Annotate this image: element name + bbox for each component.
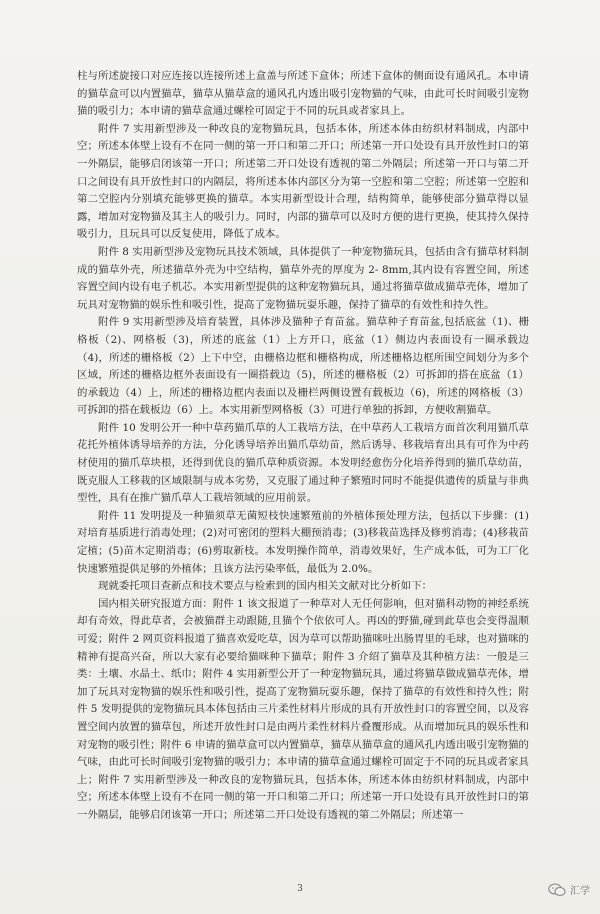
paragraph-4: 附件 9 实用新型涉及培育装置，具体涉及猫种子育苗盆。猫草种子育苗盆,包括底盆（1)、栅格板（2)、网格板（3)，所述的底盆（1）上方开口，底盆（1）侧边内表面设有一圈承载边（4)，所述的栅格板（2）上下中空，由栅格边框和栅格构成，所述栅格边框所围空间划分为多个区域，所述的栅格边框外表面设有一圈搭载边（5)，所述的栅格板（2）可拆卸的搭在底盆（1）的承载边（4）上，所述的栅格边框内表面以及栅栏两侧设置有载板边（6)，所述的网格板（3）可拆卸的搭在载板边（6）上。本实用新型网格板（3）可进行单独的拆卸，方便收割猫草。 [77, 316, 529, 417]
paragraph-2: 附件 7 实用新型涉及一种改良的宠物猫玩具，包括本体，所述本体由纺织材料制成，内部中空；所述本体壁上设有不在同一侧的第一开口和第二开口；所述第一开口处设有具开放性封口的第一外隔层，能够启闭该第一开口；所述第二开口处设有透视的第二外隔层；所述第一开口与第二开口之间设有具开放性封口的内隔层，将所述本体内部区分为第一空腔和第二空腔；所述第一空腔和第二空腔内分别填充能够更换的猫草。本实用新型设计合理，结构简单，能够使部分猫草得以显露，增加对宠物猫及其主人的吸引力。同时，内部的猫草可以及时方便的进行更换，使其持久保持吸引力，且玩具可以反复使用，降低了成本。 [77, 122, 529, 241]
paragraph-6: 附件 11 发明提及一种猫须草无菌短枝快速繁殖前的外植体预处理方法，包括以下步骤：(1)对培育基质进行消毒处理；(2)对可密闭的塑料大棚预消毒；(3)移栽苗选择及修剪消毒；(4)移栽苗定植；(5)苗木定期消毒；(6)剪取新枝。本发明操作简单，消毒效果好，生产成本低，可为工厂化快速繁殖提供足够的外植体；且该方法污染率低，最低为 2.0%。 [77, 509, 529, 575]
paragraph-5: 附件 10 发明公开一种中草药猫爪草的人工栽培方法，在中草药人工栽培方面首次利用猫爪草花托外植体诱导培养的方法，分化诱导培养出猫爪草幼苗，然后诱导、移栽培育出具有可作为中药材使用的猫爪草块根，还得到优良的猫爪草种质资源。本发明经愈伤分化培养得到的猫爪草幼苗，既克服人工移栽的区域限制与成本劣势，又克服了通过种子繁殖时同时不能提供遗传的质量与非典型性，具有在推广猫爪草人工栽培领域的应用前景。 [77, 421, 529, 505]
paragraph-1: 柱与所述旋接口对应连接以连接所述上盒盖与所述下盒体；所述下盒体的侧面设有通风孔。本申请的猫草盒可以内置猫草，猫草从猫草盒的通风孔内透出吸引宠物猫的气味，由此可长时间吸引宠物猫的吸引力；本申请的猫草盒通过螺栓可固定于不同的玩具或者家具上。 [77, 70, 529, 118]
paragraph-7: 现就委托项目查新点和技术要点与检索到的国内相关文献对比分析如下： [98, 580, 433, 593]
watermark [548, 882, 590, 897]
paragraph-8: 国内相关研究报道方面：附件 1 该文报道了一种草对人无任何影响，但对猫科动物的神经系统却有奇效，得此草者，会被猫群主动跟随,且猫个个依依可人。再凶的野猫,碰到此草也会变得温顺可爱；附件 2 网页资料报道了猫喜欢爱吃草，因为草可以帮助猫咪吐出肠胃里的毛球，也对猫咪的精神有提高兴奋，所以大家有必要给猫咪种下猫草；附件 3 介绍了猫草及其种植方法：一般是三类：土壤、水晶土、纸巾；附件 4 实用新型公开了一种宠物猫玩具，通过将猫草做成猫草壳体，增加了玩具对宠物猫的娱乐性和吸引性，提高了宠物猫玩耍乐趣，保持了猫草的有效性和持久性；附件 5 发明提供的宠物猫玩具本体包括由三片柔性材料片形成的具有开放性封口的容置空间，以及容置空间内放置的猫草包，所述开放性封口是由两片柔性材料片叠覆形成。从而增加玩具的娱乐性和对宠物的吸引性；附件 6 申请的猫草盒可以内置猫草，猫草从猫草盒的通风孔内透出吸引宠物猫的气味，由此可长时间吸引宠物猫的吸引力；本申请的猫草盒通过螺栓可固定于不同的玩具或者家具上；附件 7 实用新型涉及一种改良的宠物猫玩具，包括本体，所述本体由纺织材料制成，内部中空；所述本体壁上设有不在同一侧的第一开口和第二开口；所述第一开口处设有具开放性封口的第一外隔层，能够启闭该第一开口；所述第二开口处设有透视的第二外隔层；所述第一 [77, 597, 529, 821]
paragraph-3: 附件 8 实用新型涉及宠物玩具技术领域，具体提供了一种宠物猫玩具，包括由含有猫草材料制成的猫草外壳，所述猫草外壳为中空结构，猫草外壳的厚度为 2- 8mm,其内设有容置空间，所述容置空间内设有电子机芯。本实用新型提供的这种宠物猫玩具，通过将猫草做成猫草壳体，增加了玩具对宠物猫的娱乐性和吸引性，提高了宠物猫玩耍乐趣，保持了猫草的有效性和持久性。 [77, 245, 529, 311]
watermark-text: 汇学 [570, 886, 590, 897]
document-body [77, 68, 529, 825]
wechat-icon [548, 883, 566, 897]
page-number: 3 [297, 884, 303, 894]
